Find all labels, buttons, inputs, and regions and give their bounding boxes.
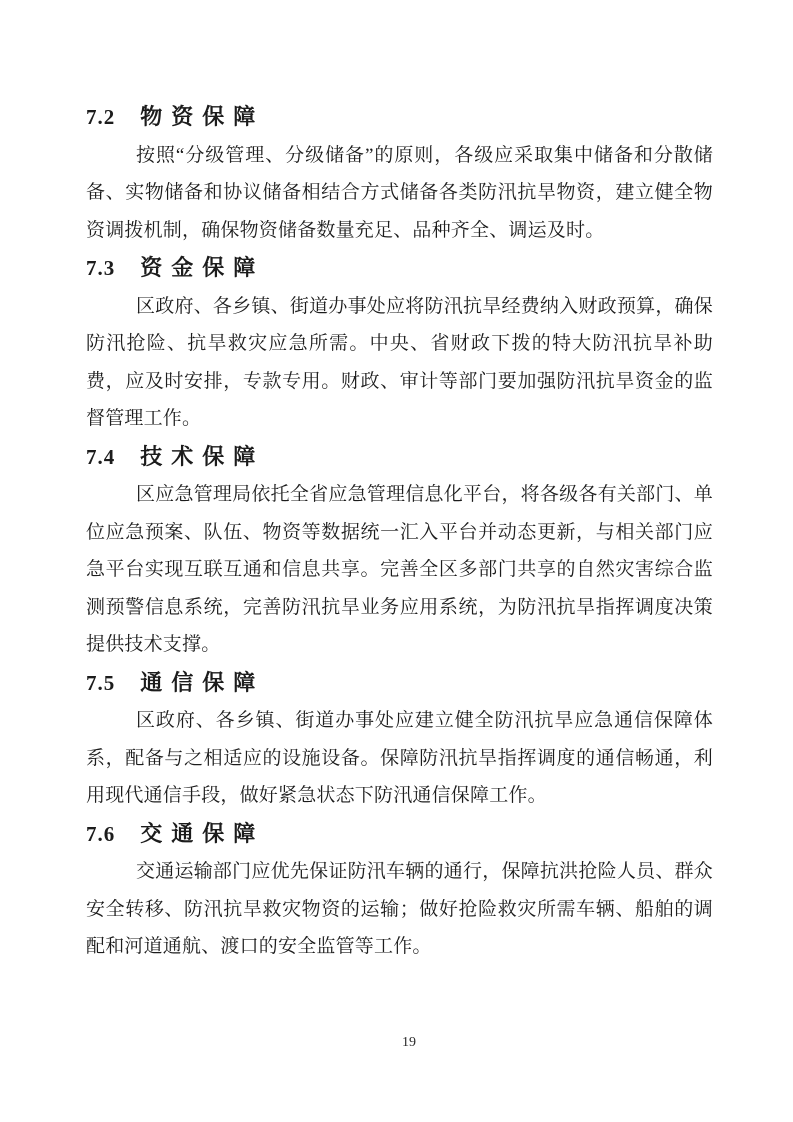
section-funding-support — [86, 249, 713, 438]
section-paragraph: 交通运输部门应优先保证防汛车辆的通行，保障抗洪抢险人员、群众安全转移、防汛抗旱救灾物资的运输；做好抢险救灾所需车辆、船舶的调配和河道通航、渡口的安全监管等工作。 — [86, 861, 713, 957]
section-title: 技术保障 — [140, 443, 265, 469]
section-paragraph: 区政府、各乡镇、街道办事处应将防汛抗旱经费纳入财政预算，确保防汛抢险、抗旱救灾应急所需。中央、省财政下拨的特大防汛抗旱补助费，应及时安排，专款专用。财政、审计等部门要加强防汛抗旱资金的监督管理工作。 — [86, 295, 713, 429]
document-content — [86, 98, 713, 966]
section-communication-support — [86, 664, 713, 815]
section-number: 7.4 — [86, 444, 116, 469]
section-number: 7.6 — [86, 821, 116, 846]
section-heading — [86, 664, 713, 703]
section-heading — [86, 438, 713, 477]
section-transport-support — [86, 815, 713, 966]
section-title: 交通保障 — [140, 820, 265, 846]
section-paragraph: 区政府、各乡镇、街道办事处应建立健全防汛抗旱应急通信保障体系，配备与之相适应的设施设备。保障防汛抗旱指挥调度的通信畅通，利用现代通信手段，做好紧急状态下防汛通信保障工作。 — [86, 710, 713, 806]
section-title: 通信保障 — [140, 669, 265, 695]
section-paragraph: 按照“分级管理、分级储备”的原则，各级应采取集中储备和分散储备、实物储备和协议储备相结合方式储备各类防汛抗旱物资，建立健全物资调拨机制，确保物资储备数量充足、品种齐全、调运及时。 — [86, 144, 713, 241]
section-heading — [86, 249, 713, 288]
section-material-support — [86, 98, 713, 249]
page-number: 19 — [402, 1035, 416, 1050]
section-title: 物资保障 — [140, 104, 265, 129]
section-heading — [86, 815, 713, 854]
section-number: 7.2 — [86, 105, 116, 129]
section-number: 7.3 — [86, 256, 116, 280]
section-technical-support — [86, 438, 713, 664]
section-number: 7.5 — [86, 670, 116, 695]
section-paragraph: 区应急管理局依托全省应急管理信息化平台，将各级各有关部门、单位应急预案、队伍、物资等数据统一汇入平台并动态更新，与相关部门应急平台实现互联互通和信息共享。完善全区多部门共享的自然灾害综合监测预警信息系统，完善防汛抗旱业务应用系统，为防汛抗旱指挥调度决策提供技术支撑。 — [86, 484, 713, 655]
section-title: 资金保障 — [140, 255, 265, 280]
section-heading — [86, 98, 713, 137]
